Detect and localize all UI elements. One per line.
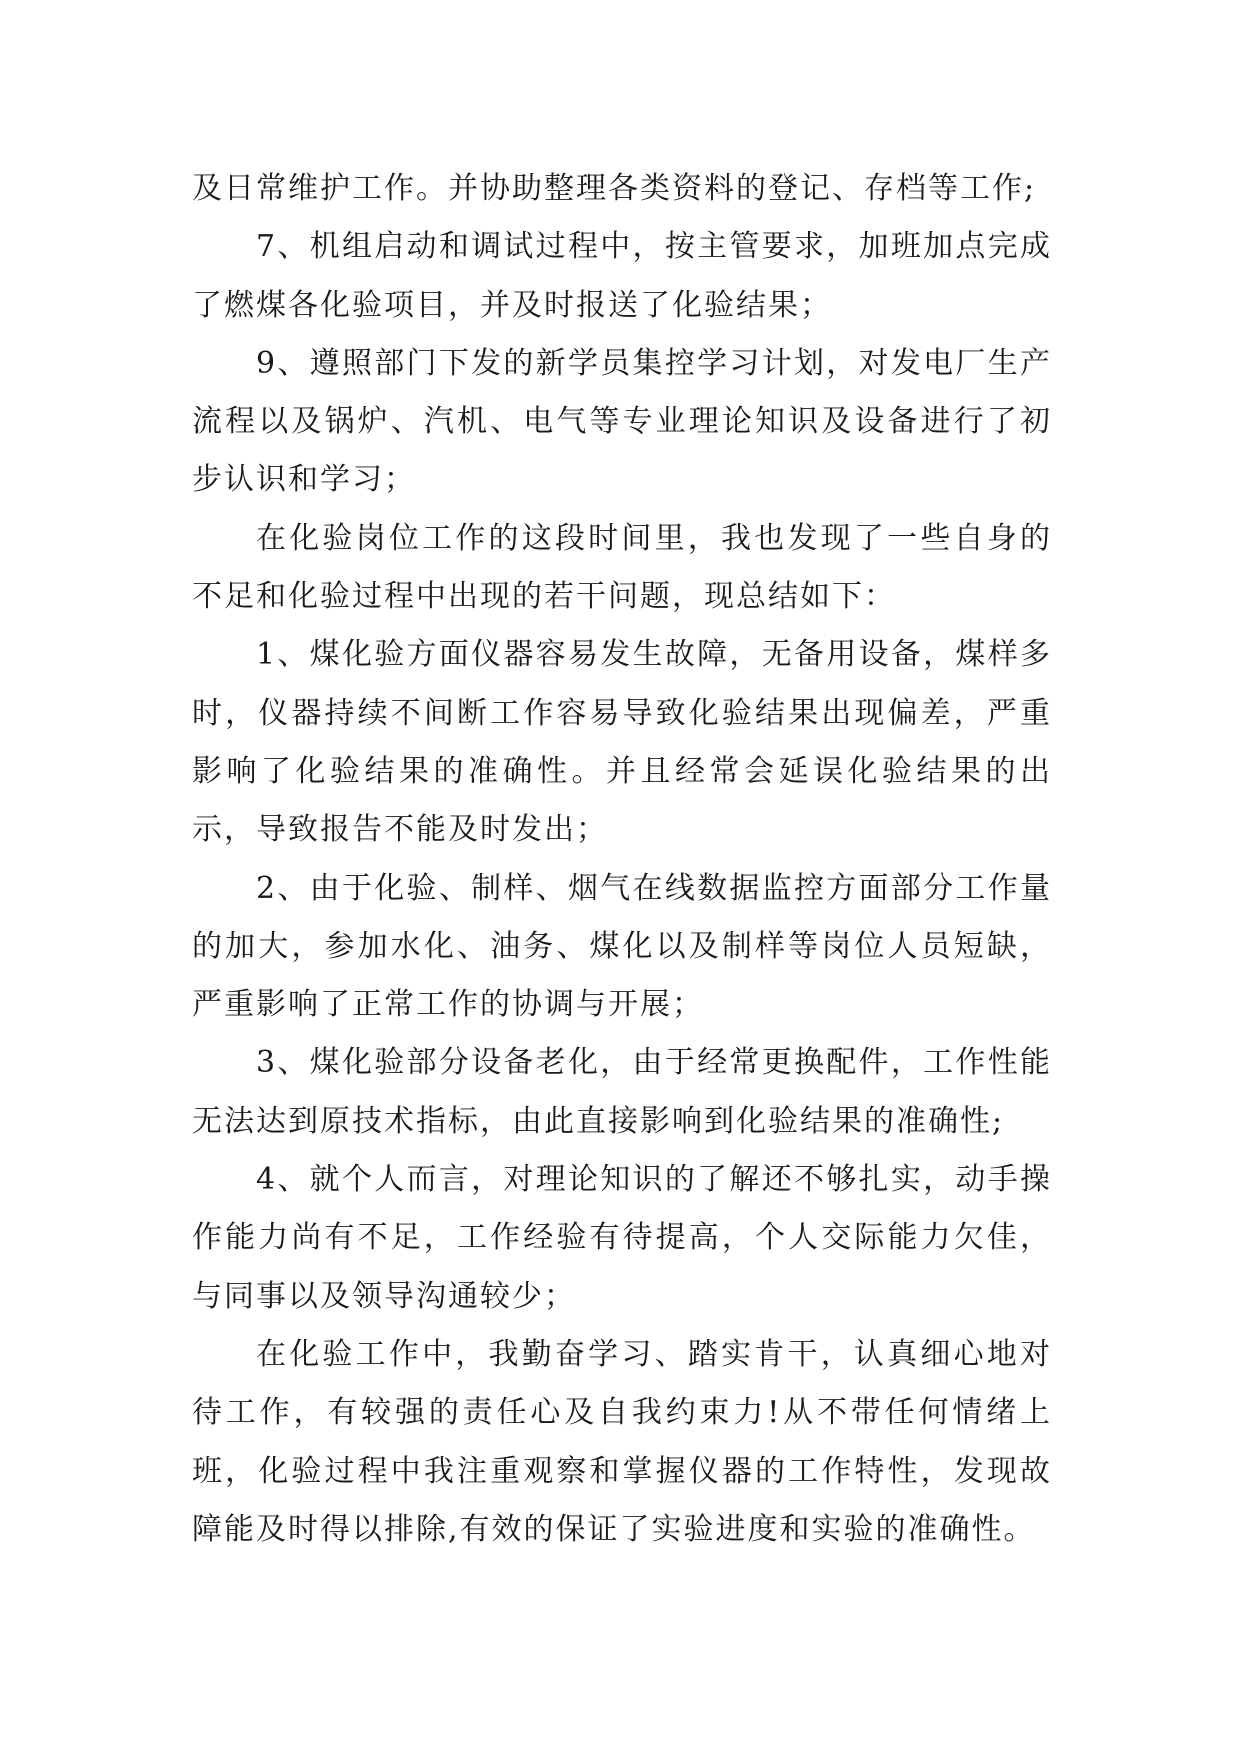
paragraph-problems-intro: 在化验岗位工作的这段时间里，我也发现了一些自身的不足和化验过程中出现的若干问题，现总结如下：	[192, 520, 1052, 615]
paragraph-item-9: 9、遵照部门下发的新学员集控学习计划，对发电厂生产流程以及锅炉、汽机、电气等专业理论知识及设备进行了初步认识和学习；	[192, 345, 1052, 498]
paragraph-problem-3: 3、煤化验部分设备老化，由于经常更换配件，工作性能无法达到原技术指标，由此直接影响到化验结果的准确性;	[192, 1045, 1052, 1139]
paragraph-problem-1: 1、煤化验方面仪器容易发生故障，无备用设备，煤样多时，仪器持续不间断工作容易导致化验结果出现偏差，严重影响了化验结果的准确性。并且经常会延误化验结果的出示，导致报告不能及时发出；	[192, 637, 1052, 848]
paragraph-summary: 在化验工作中，我勤奋学习、踏实肯干，认真细心地对待工作，有较强的责任心及自我约束力!从不带任何情绪上班，化验过程中我注重观察和掌握仪器的工作特性，发现故障能及时得以排除,有效的保证了实验进度和实验的准确性。	[192, 1336, 1052, 1547]
document-body	[192, 160, 1052, 1559]
paragraph-problem-2: 2、由于化验、制样、烟气在线数据监控方面部分工作量的加大，参加水化、油务、煤化以及制样等岗位人员短缺，严重影响了正常工作的协调与开展；	[192, 870, 1052, 1023]
paragraph-continuation: 及日常维护工作。并协助整理各类资料的登记、存档等工作;	[192, 171, 1037, 206]
paragraph-problem-4: 4、就个人而言，对理论知识的了解还不够扎实，动手操作能力尚有不足，工作经验有待提高，个人交际能力欠佳，与同事以及领导沟通较少；	[192, 1162, 1052, 1314]
paragraph-item-7: 7、机组启动和调试过程中，按主管要求，加班加点完成了燃煤各化验项目，并及时报送了化验结果；	[192, 229, 1052, 323]
